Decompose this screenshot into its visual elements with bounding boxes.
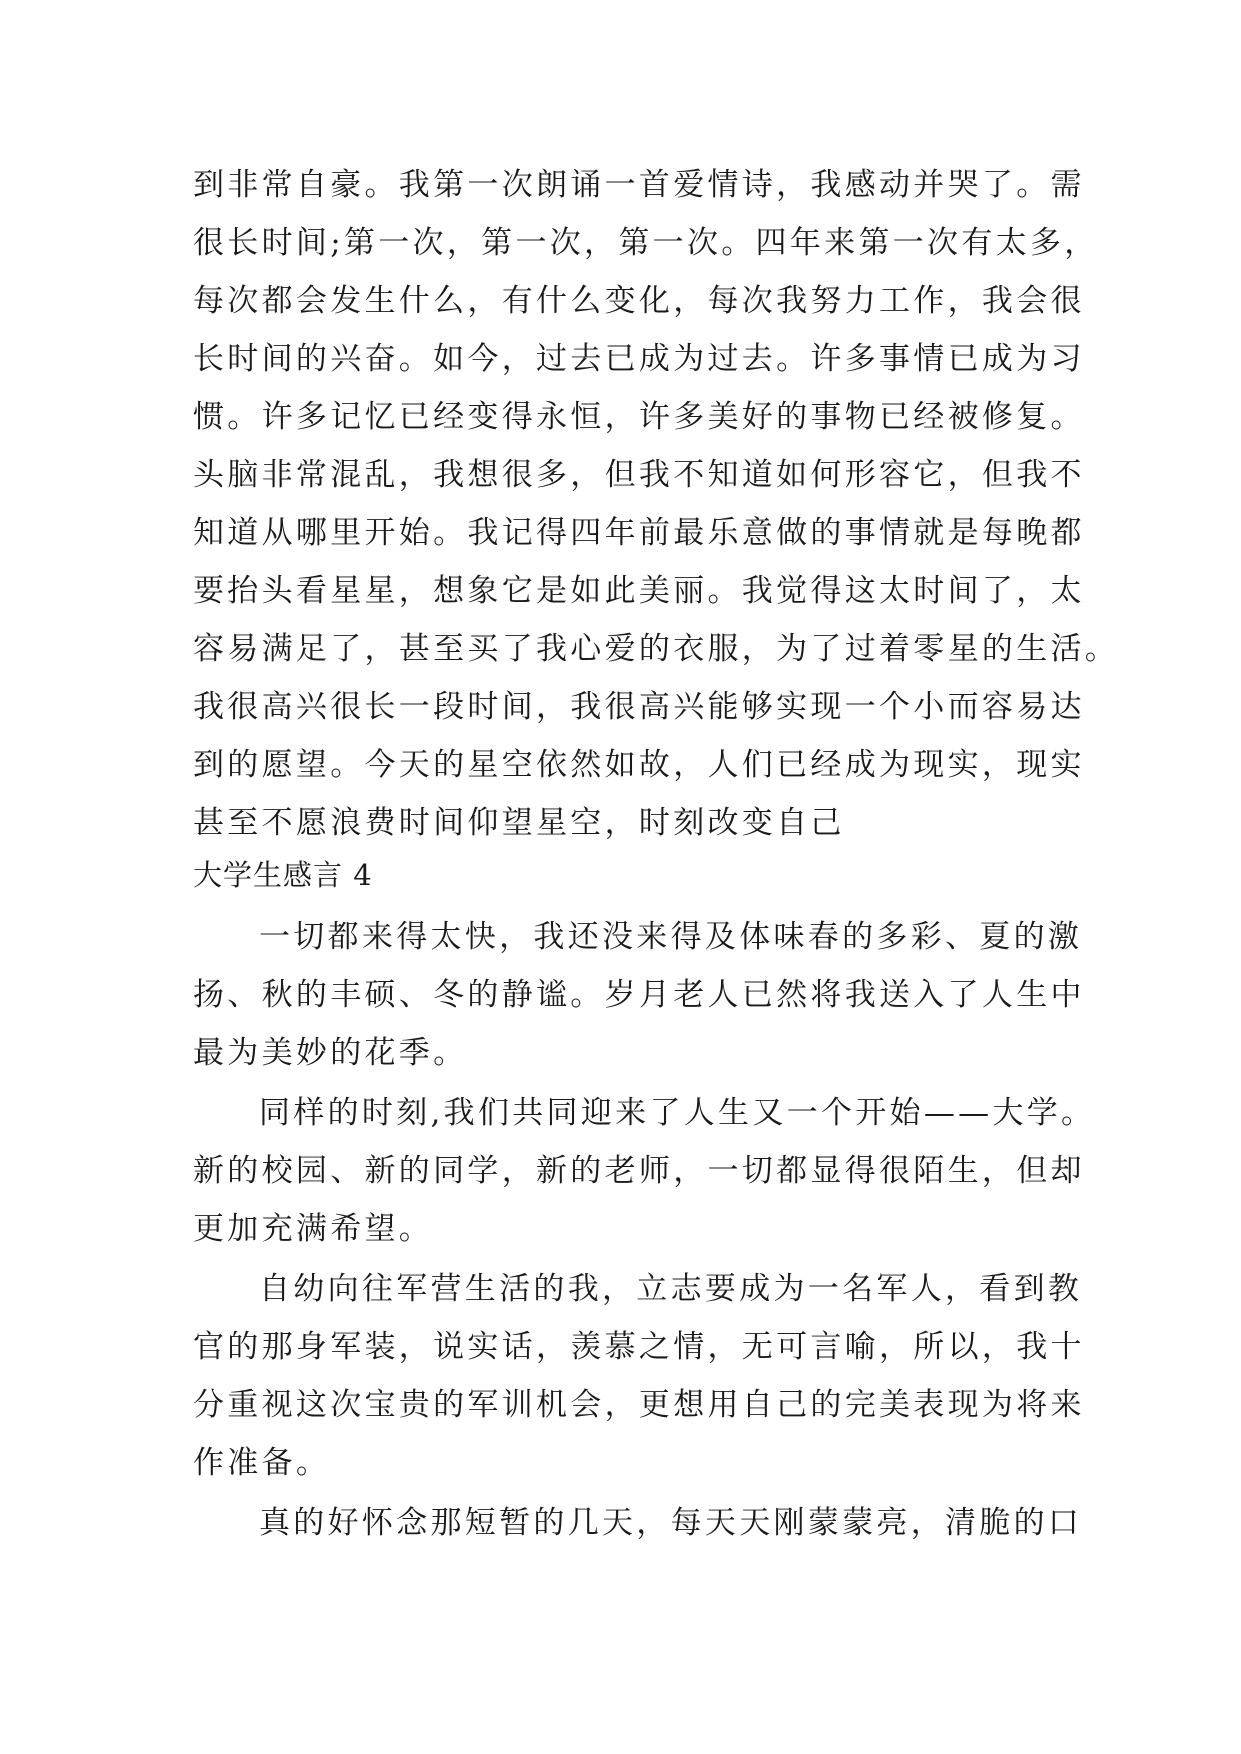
body-text-line: 每次都会发生什么，有什么变化，每次我努力工作，我会很: [193, 283, 1085, 319]
paragraph-first-line: 同样的时刻,我们共同迎来了人生又一个开始——大学。: [259, 1095, 1096, 1131]
body-text-line: 要抬头看星星，想象它是如此美丽。我觉得这太时间了，太: [193, 573, 1085, 609]
paragraph-first-line: 自幼向往军营生活的我，立志要成为一名军人，看到教: [259, 1271, 1083, 1307]
body-text-line: 新的校园、新的同学，新的老师，一切都显得很陌生，但却: [193, 1153, 1085, 1189]
body-text-line: 容易满足了，甚至买了我心爱的衣服，为了过着零星的生活。: [193, 631, 1120, 667]
body-text-line: 长时间的兴奋。如今，过去已成为过去。许多事情已成为习: [193, 341, 1085, 377]
body-text-line: 最为美妙的花季。: [193, 1035, 468, 1071]
body-text-line: 很长时间;第一次，第一次，第一次。四年来第一次有太多，: [193, 225, 1099, 261]
body-text-line: 扬、秋的丰硕、冬的静谧。岁月老人已然将我送入了人生中: [193, 977, 1085, 1013]
body-text-line: 更加充满希望。: [193, 1211, 434, 1247]
body-text-line: 我很高兴很长一段时间，我很高兴能够实现一个小而容易达: [193, 689, 1085, 725]
body-text-line: 甚至不愿浪费时间仰望星空，时刻改变自己: [193, 805, 845, 841]
body-text-line: 作准备。: [193, 1445, 331, 1481]
body-text-line: 分重视这次宝贵的军训机会，更想用自己的完美表现为将来: [193, 1387, 1085, 1423]
body-text-line: 头脑非常混乱，我想很多，但我不知道如何形容它，但我不: [193, 457, 1085, 493]
body-text-line: 到非常自豪。我第一次朗诵一首爱情诗，我感动并哭了。需: [193, 167, 1085, 203]
section-heading: 大学生感言 4: [193, 858, 373, 892]
body-text-line: 惯。许多记忆已经变得永恒，许多美好的事物已经被修复。: [193, 399, 1085, 435]
body-text-line: 知道从哪里开始。我记得四年前最乐意做的事情就是每晚都: [193, 515, 1085, 551]
paragraph-first-line: 真的好怀念那短暂的几天，每天天刚蒙蒙亮，清脆的口: [259, 1505, 1083, 1541]
paragraph-first-line: 一切都来得太快，我还没来得及体味春的多彩、夏的激: [259, 919, 1083, 955]
body-text-line: 到的愿望。今天的星空依然如故，人们已经成为现实，现实: [193, 747, 1085, 783]
body-text-line: 官的那身军装，说实话，羡慕之情，无可言喻，所以，我十: [193, 1329, 1085, 1365]
